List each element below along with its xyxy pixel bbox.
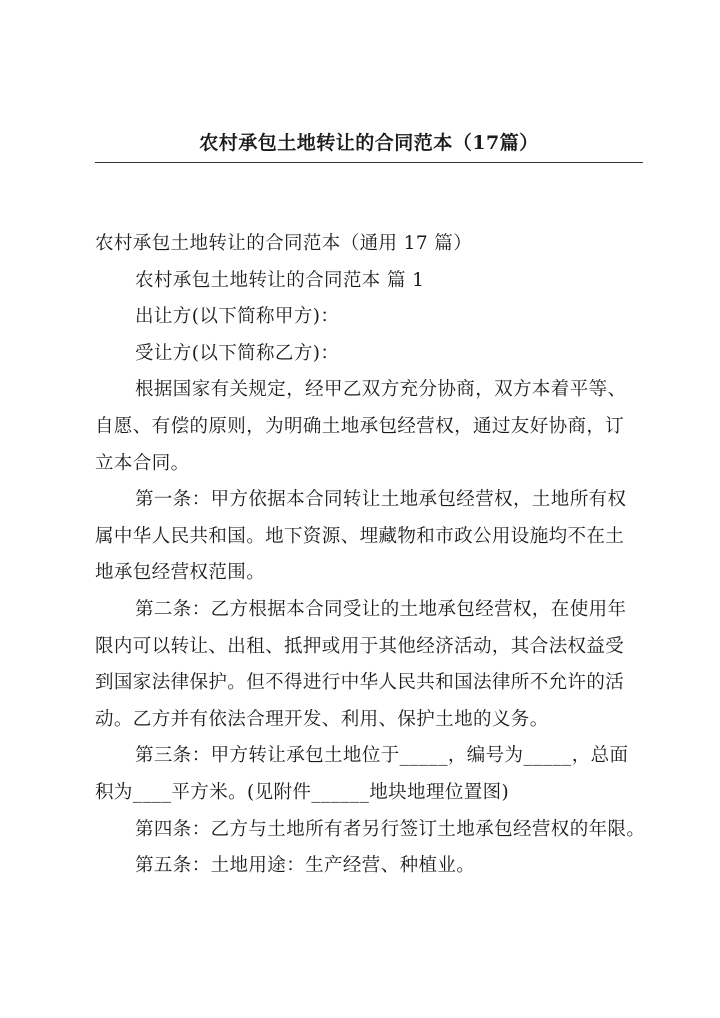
title-underline bbox=[95, 162, 643, 163]
article-2-line-1: 第二条：乙方根据本合同受让的土地承包经营权，在使用年 bbox=[135, 598, 627, 620]
article-4-line: 第四条：乙方与土地所有者另行签订土地承包经营权的年限。 bbox=[135, 818, 646, 840]
article-3-line-1: 第三条：甲方转让承包土地位于_____，编号为_____，总面 bbox=[135, 745, 629, 767]
subtitle-line: 农村承包土地转让的合同范本（通用 17 篇） bbox=[95, 233, 473, 254]
preamble-line-2: 自愿、有偿的原则，为明确土地承包经营权，通过友好协商，订 bbox=[95, 415, 625, 437]
party-b-line: 受让方(以下简称乙方)： bbox=[135, 342, 340, 364]
document-title: 农村承包土地转让的合同范本（17篇） bbox=[199, 132, 539, 154]
article-1-line-1: 第一条：甲方依据本合同转让土地承包经营权，土地所有权 bbox=[135, 489, 627, 511]
document-header bbox=[95, 130, 643, 163]
article-2-line-2: 限内可以转让、出租、抵押或用于其他经济活动，其合法权益受 bbox=[95, 635, 625, 657]
article-1-line-3: 地承包经营权范围。 bbox=[95, 562, 266, 584]
party-a-line: 出让方(以下简称甲方)： bbox=[135, 306, 340, 328]
article-3-line-2: 积为____平方米。(见附件______地块地理位置图) bbox=[95, 781, 510, 803]
preamble-line-1: 根据国家有关规定，经甲乙双方充分协商，双方本着平等、 bbox=[135, 379, 627, 401]
article-1-line-2: 属中华人民共和国。地下资源、埋藏物和市政公用设施均不在土 bbox=[95, 525, 625, 547]
article-2-line-3: 到国家法律保护。但不得进行中华人民共和国法律所不允许的活 bbox=[95, 672, 625, 694]
document-body bbox=[95, 226, 655, 885]
article-5-line: 第五条：土地用途：生产经营、种植业。 bbox=[135, 855, 476, 877]
article-2-line-4: 动。乙方并有依法合理开发、利用、保护土地的义务。 bbox=[95, 708, 549, 730]
preamble-line-3: 立本合同。 bbox=[95, 452, 190, 474]
section-heading: 农村承包土地转让的合同范本 篇 1 bbox=[135, 269, 425, 291]
